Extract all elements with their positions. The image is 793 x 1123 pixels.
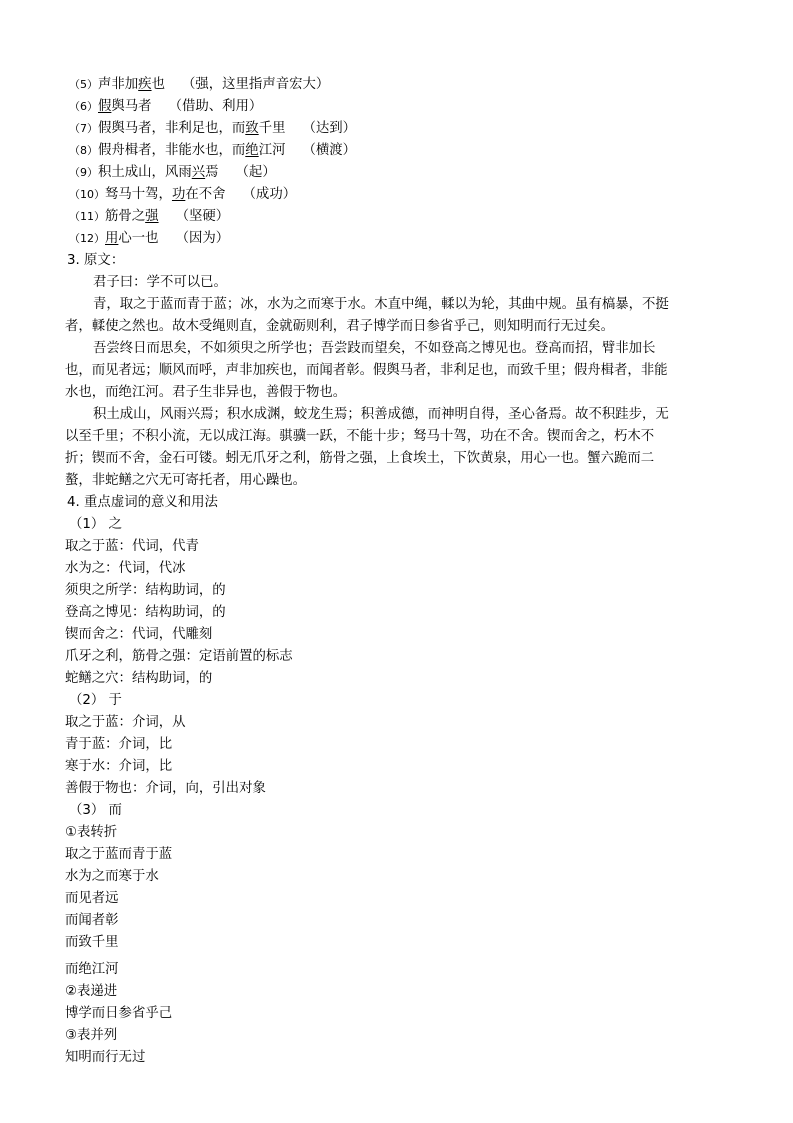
list-item: 爪牙之利，筋骨之强：定语前置的标志	[65, 649, 293, 664]
list-item: 善假于物也：介词，向，引出对象	[65, 781, 266, 796]
section-4-heading: 4. 重点虚词的意义和用法	[67, 495, 218, 510]
list-item: 取之于蓝：代词，代青	[65, 539, 199, 554]
list-item: 而见者远	[65, 891, 119, 906]
list-item: 水为之：代词，代冰	[65, 561, 186, 576]
subheading-zhi: （1） 之	[69, 517, 122, 532]
list-item: 寒于水：介词，比	[65, 759, 173, 774]
vocab-item-5: （5）声非加疾也 （强，这里指声音宏大）	[69, 77, 330, 92]
text-line: 吾尝终日而思矣，不如须臾之所学也；吾尝跂而望矣，不如登高之博见也。登高而招，臂非加长	[93, 341, 656, 356]
text-line: 折；锲而不舍，金石可镂。蚓无爪牙之利，筋骨之强，上食埃土，下饮黄泉，用心一也。蟹六跪而二	[65, 451, 655, 466]
list-item: 水为之而寒于水	[65, 869, 159, 884]
vocab-item-7: （7）假舆马者，非利足也，而致千里 （达到）	[69, 121, 357, 136]
text-line: 君子曰：学不可以已。	[93, 275, 227, 290]
section-3-heading: 3. 原文：	[67, 253, 125, 268]
list-item: 而绝江河	[65, 962, 119, 977]
vocab-item-10: （10）驽马十驾，功在不舍 （成功）	[69, 187, 297, 202]
text-line: 积土成山，风雨兴焉；积水成渊，蛟龙生焉；积善成德，而神明自得，圣心备焉。故不积跬步，无	[93, 407, 669, 422]
vocab-item-12: （12）用心一也 （因为）	[69, 231, 230, 246]
list-item: 而闻者彰	[65, 913, 119, 928]
usage-label-binglie: ③表并列	[65, 1028, 118, 1043]
list-item: 锲而舍之：代词，代雕刻	[65, 627, 213, 642]
vocab-item-6: （6）假舆马者 （借助、利用）	[69, 99, 263, 114]
list-item: 蛇鳝之穴：结构助词，的	[65, 671, 213, 686]
vocab-item-9: （9）积土成山，风雨兴焉 （起）	[69, 165, 276, 180]
list-item: 取之于蓝而青于蓝	[65, 847, 173, 862]
text-line: 者，輮使之然也。故木受绳则直，金就砺则利，君子博学而日参省乎己，则知明而行无过矣。	[65, 319, 615, 334]
text-line: 以至千里；不积小流，无以成江海。骐骥一跃，不能十步；驽马十驾，功在不舍。锲而舍之，朽木不	[65, 429, 655, 444]
list-item: 博学而日参省乎己	[65, 1006, 173, 1021]
text-line: 螯，非蛇鳝之穴无可寄托者，用心躁也。	[65, 473, 307, 488]
usage-label-dijin: ②表递进	[65, 984, 118, 999]
list-item: 须臾之所学：结构助词，的	[65, 583, 226, 598]
text-line: 也，而见者远；顺风而呼，声非加疾也，而闻者彰。假舆马者，非利足也，而致千里；假舟楫者，非能	[65, 363, 668, 378]
list-item: 登高之博见：结构助词，的	[65, 605, 226, 620]
text-line: 水也，而绝江河。君子生非异也，善假于物也。	[65, 385, 347, 400]
subheading-yu: （2） 于	[69, 693, 122, 708]
vocab-item-11: （11）筋骨之强 （坚硬）	[69, 209, 230, 224]
vocab-item-8: （8）假舟楫者，非能水也，而绝江河 （横渡）	[69, 143, 357, 158]
text-line: 青，取之于蓝而青于蓝；冰，水为之而寒于水。木直中绳，輮以为轮，其曲中规。虽有槁暴，不挺	[93, 297, 669, 312]
list-item: 取之于蓝：介词，从	[65, 715, 186, 730]
list-item: 青于蓝：介词，比	[65, 737, 173, 752]
list-item: 而致千里	[65, 935, 119, 950]
subheading-er: （3） 而	[69, 803, 122, 818]
list-item: 知明而行无过	[65, 1050, 146, 1065]
usage-label-zhuanzhe: ①表转折	[65, 825, 118, 840]
